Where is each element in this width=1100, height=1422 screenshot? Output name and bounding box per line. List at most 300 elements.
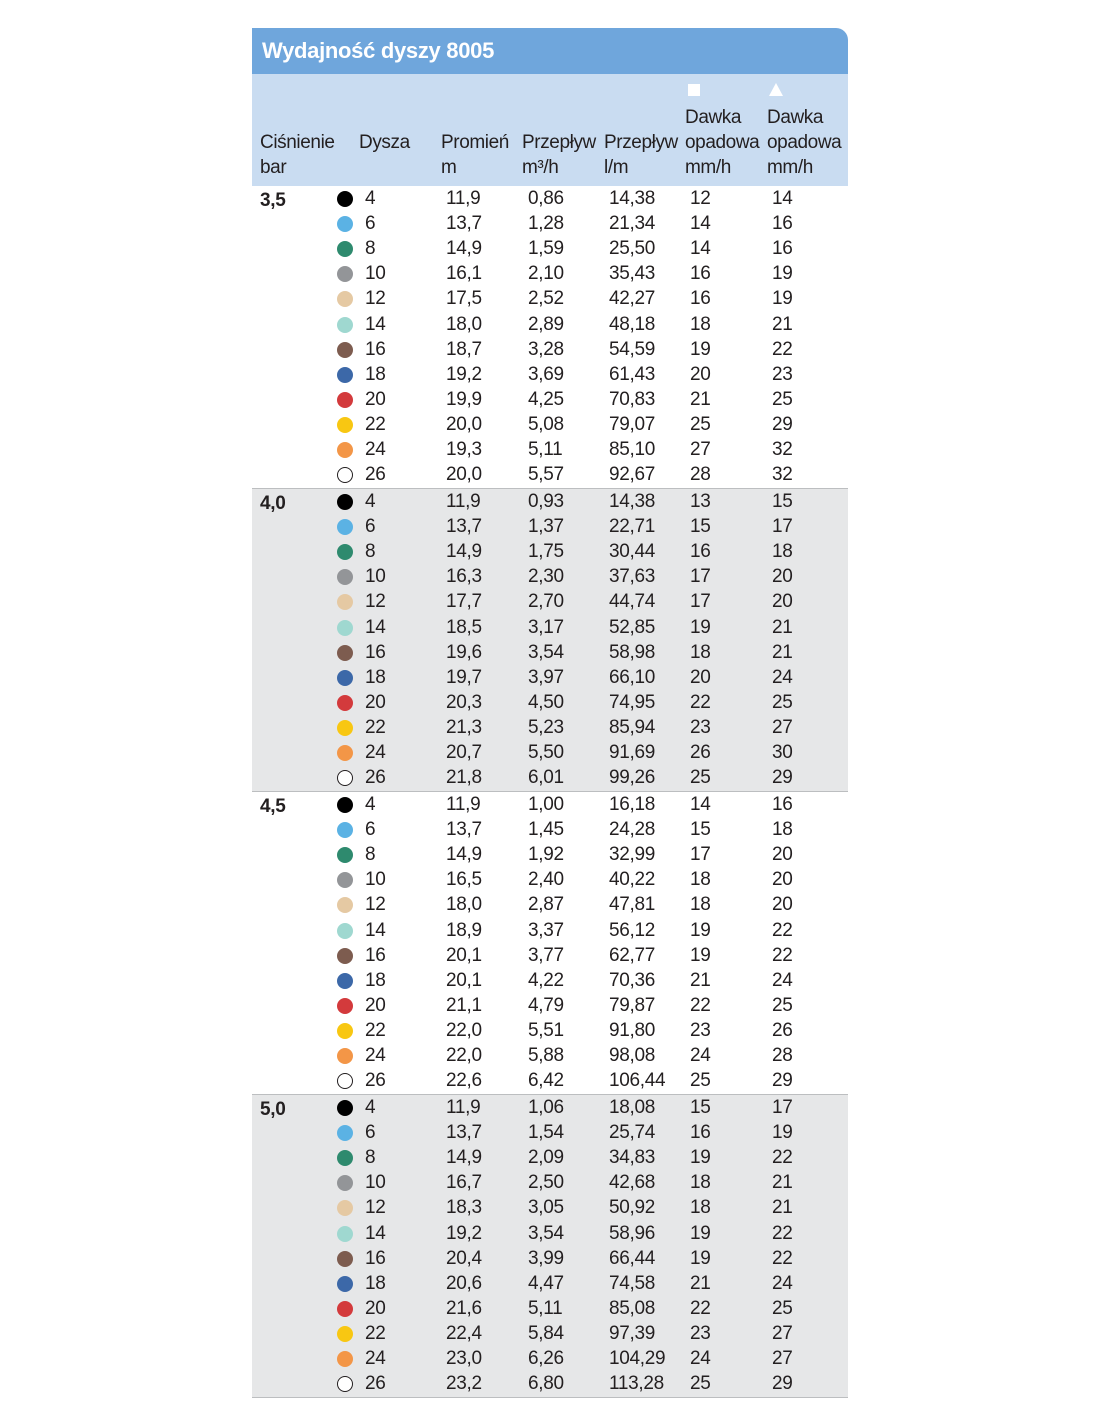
nozzle-size: 12 — [365, 1197, 386, 1219]
flow-lm: 34,83 — [609, 1147, 656, 1169]
nozzle-color-dot-icon — [337, 1301, 353, 1317]
table-row — [252, 1346, 848, 1371]
radius: 19,6 — [446, 641, 482, 663]
pressure-value: 4,5 — [260, 796, 286, 817]
rate-triangle: 20 — [772, 894, 793, 916]
table-row — [252, 437, 848, 462]
table-row — [252, 564, 848, 589]
nozzle-color-dot-icon — [337, 1351, 353, 1367]
nozzle-color-dot-icon — [337, 291, 353, 307]
rate-triangle: 17 — [772, 1097, 793, 1118]
table-row — [252, 765, 848, 790]
rate-triangle: 21 — [772, 313, 793, 335]
flow-lm: 91,80 — [609, 1019, 656, 1041]
rate-triangle: 22 — [772, 338, 793, 360]
flow-lm: 79,07 — [609, 413, 656, 435]
rate-square: 19 — [690, 944, 711, 966]
rate-square: 18 — [690, 313, 711, 335]
nozzle-size: 26 — [365, 1373, 386, 1395]
rate-square: 22 — [690, 1297, 711, 1319]
flow-m3h: 4,79 — [528, 994, 564, 1016]
flow-lm: 62,77 — [609, 944, 656, 966]
rate-square: 20 — [690, 666, 711, 688]
nozzle-color-dot-icon — [337, 1023, 353, 1039]
rate-square: 24 — [690, 1045, 711, 1066]
nozzle-size: 4 — [365, 1097, 376, 1118]
nozzle-size: 14 — [365, 1222, 386, 1244]
flow-lm: 58,96 — [609, 1222, 656, 1244]
table-row — [252, 690, 848, 715]
flow-m3h: 5,50 — [528, 742, 564, 763]
radius: 11,9 — [446, 491, 481, 512]
pressure-group — [252, 488, 848, 791]
rate-triangle: 29 — [772, 413, 793, 435]
table-row — [252, 261, 848, 286]
radius: 18,9 — [446, 919, 482, 941]
rate-triangle: 22 — [772, 1247, 793, 1269]
nozzle-color-dot-icon — [337, 797, 353, 813]
nozzle-color-dot-icon — [337, 822, 353, 838]
nozzle-size: 20 — [365, 388, 386, 410]
nozzle-size: 22 — [365, 1019, 386, 1041]
nozzle-color-dot-icon — [337, 544, 353, 560]
nozzle-size: 22 — [365, 413, 386, 435]
radius: 19,2 — [446, 1222, 482, 1244]
nozzle-color-dot-icon — [337, 191, 353, 207]
flow-m3h: 6,42 — [528, 1070, 564, 1092]
pressure-value: 5,0 — [260, 1099, 286, 1120]
flow-m3h: 2,50 — [528, 1172, 564, 1194]
flow-lm: 22,71 — [609, 516, 656, 538]
nozzle-size: 10 — [365, 1172, 386, 1194]
flow-lm: 113,28 — [609, 1373, 664, 1395]
nozzle-size: 8 — [365, 238, 376, 260]
rate-triangle: 22 — [772, 944, 793, 966]
flow-m3h: 1,28 — [528, 213, 564, 235]
table-row — [252, 539, 848, 564]
radius: 18,5 — [446, 616, 482, 638]
table-row — [252, 842, 848, 867]
rate-triangle: 25 — [772, 388, 793, 410]
flow-lm: 14,38 — [609, 188, 656, 209]
nozzle-size: 14 — [365, 313, 386, 335]
nozzle-size: 14 — [365, 616, 386, 638]
rate-square: 18 — [690, 869, 711, 891]
flow-m3h: 2,10 — [528, 263, 564, 285]
flow-m3h: 5,11 — [528, 1297, 563, 1319]
nozzle-size: 26 — [365, 767, 386, 789]
nozzle-color-dot-icon — [337, 594, 353, 610]
flow-lm: 42,27 — [609, 288, 656, 310]
nozzle-size: 4 — [365, 491, 376, 512]
rate-square: 16 — [690, 1122, 711, 1144]
rate-square: 25 — [690, 1070, 711, 1092]
rate-square: 19 — [690, 616, 711, 638]
flow-lm: 47,81 — [609, 894, 656, 916]
nozzle-size: 16 — [365, 944, 386, 966]
flow-m3h: 5,88 — [528, 1045, 564, 1066]
rate-triangle: 21 — [772, 641, 793, 663]
rate-triangle: 21 — [772, 1197, 793, 1219]
flow-m3h: 5,23 — [528, 716, 564, 738]
radius: 21,1 — [446, 994, 482, 1016]
nozzle-color-dot-icon — [337, 1200, 353, 1216]
nozzle-size: 16 — [365, 338, 386, 360]
flow-lm: 44,74 — [609, 591, 656, 613]
flow-lm: 24,28 — [609, 819, 656, 841]
nozzle-size: 26 — [365, 1070, 386, 1092]
flow-lm: 18,08 — [609, 1097, 656, 1118]
rate-triangle: 20 — [772, 844, 793, 866]
nozzle-color-dot-icon — [337, 216, 353, 232]
flow-m3h: 2,52 — [528, 288, 564, 310]
nozzle-size: 12 — [365, 591, 386, 613]
header-przeplyw-m3h: Przepływ m³/h — [522, 132, 596, 178]
flow-lm: 66,10 — [609, 666, 656, 688]
nozzle-size: 20 — [365, 994, 386, 1016]
rate-triangle: 29 — [772, 1373, 793, 1395]
radius: 23,0 — [446, 1348, 482, 1369]
table-title-bar — [252, 28, 848, 74]
radius: 20,6 — [446, 1272, 482, 1294]
radius: 18,0 — [446, 313, 482, 335]
radius: 11,9 — [446, 794, 481, 815]
nozzle-color-dot-icon — [337, 569, 353, 585]
rate-triangle: 28 — [772, 1045, 793, 1066]
flow-m3h: 2,30 — [528, 566, 564, 588]
rate-triangle: 18 — [772, 541, 793, 563]
nozzle-size: 20 — [365, 1297, 386, 1319]
rate-triangle: 27 — [772, 1348, 793, 1369]
rate-triangle: 30 — [772, 742, 793, 763]
table-row — [252, 817, 848, 842]
nozzle-size: 20 — [365, 691, 386, 713]
flow-lm: 98,08 — [609, 1045, 656, 1066]
pressure-group — [252, 1094, 848, 1398]
table-row — [252, 892, 848, 917]
rate-square: 19 — [690, 1147, 711, 1169]
rate-square: 19 — [690, 919, 711, 941]
nozzle-color-dot-icon — [337, 1251, 353, 1267]
radius: 14,9 — [446, 238, 482, 260]
flow-lm: 54,59 — [609, 338, 656, 360]
header-przeplyw-lm: Przepływ l/m — [604, 132, 678, 178]
flow-lm: 25,50 — [609, 238, 656, 260]
flow-m3h: 6,26 — [528, 1348, 564, 1369]
nozzle-size: 18 — [365, 1272, 386, 1294]
flow-m3h: 3,05 — [528, 1197, 564, 1219]
nozzle-color-dot-icon — [337, 519, 353, 535]
table-row — [252, 589, 848, 614]
flow-lm: 14,38 — [609, 491, 656, 512]
rate-triangle: 15 — [772, 491, 793, 512]
header-dawka-triangle: Dawka opadowa mm/h — [767, 80, 841, 180]
flow-lm: 42,68 — [609, 1172, 656, 1194]
flow-lm: 70,36 — [609, 969, 656, 991]
flow-m3h: 2,70 — [528, 591, 564, 613]
nozzle-size: 10 — [365, 869, 386, 891]
nozzle-color-dot-icon — [337, 1226, 353, 1242]
table-row — [252, 462, 848, 487]
flow-lm: 21,34 — [609, 213, 656, 235]
flow-lm: 104,29 — [609, 1348, 666, 1369]
rate-square: 27 — [690, 439, 711, 460]
rate-square: 21 — [690, 1272, 711, 1294]
table-row — [252, 968, 848, 993]
radius: 21,3 — [446, 716, 482, 738]
rate-square: 20 — [690, 363, 711, 385]
nozzle-color-dot-icon — [337, 1376, 353, 1392]
rate-triangle: 19 — [772, 1122, 793, 1144]
header-dawka-square: Dawka opadowa mm/h — [685, 80, 759, 180]
rate-square: 18 — [690, 1172, 711, 1194]
rate-square: 12 — [690, 188, 711, 209]
radius: 18,7 — [446, 338, 482, 360]
radius: 18,3 — [446, 1197, 482, 1219]
table-row — [252, 489, 848, 514]
flow-lm: 35,43 — [609, 263, 656, 285]
nozzle-color-dot-icon — [337, 847, 353, 863]
pressure-group — [252, 791, 848, 1094]
flow-m3h: 5,11 — [528, 439, 563, 460]
radius: 19,3 — [446, 439, 482, 460]
radius: 20,3 — [446, 691, 482, 713]
rate-triangle: 29 — [772, 1070, 793, 1092]
nozzle-size: 8 — [365, 844, 376, 866]
nozzle-color-dot-icon — [337, 948, 353, 964]
rate-triangle: 20 — [772, 869, 793, 891]
flow-lm: 32,99 — [609, 844, 656, 866]
flow-lm: 74,95 — [609, 691, 656, 713]
flow-m3h: 3,99 — [528, 1247, 564, 1269]
nozzle-size: 24 — [365, 1348, 386, 1369]
rate-triangle: 20 — [772, 591, 793, 613]
nozzle-color-dot-icon — [337, 1175, 353, 1191]
flow-m3h: 3,37 — [528, 919, 564, 941]
nozzle-color-dot-icon — [337, 872, 353, 888]
rate-triangle: 24 — [772, 1272, 793, 1294]
flow-m3h: 6,01 — [528, 767, 564, 789]
nozzle-color-dot-icon — [337, 417, 353, 433]
flow-lm: 79,87 — [609, 994, 656, 1016]
rate-triangle: 16 — [772, 213, 793, 235]
table-row — [252, 1195, 848, 1220]
radius: 13,7 — [446, 819, 482, 841]
table-row — [252, 186, 848, 211]
flow-m3h: 1,59 — [528, 238, 564, 260]
nozzle-size: 18 — [365, 363, 386, 385]
radius: 20,7 — [446, 742, 482, 763]
rate-square: 16 — [690, 288, 711, 310]
radius: 11,9 — [446, 188, 481, 209]
table-row — [252, 615, 848, 640]
table-row — [252, 993, 848, 1018]
radius: 17,7 — [446, 591, 482, 613]
radius: 16,1 — [446, 263, 482, 285]
radius: 16,3 — [446, 566, 482, 588]
rate-square: 18 — [690, 1197, 711, 1219]
flow-m3h: 3,54 — [528, 1222, 564, 1244]
rate-square: 16 — [690, 541, 711, 563]
nozzle-size: 12 — [365, 894, 386, 916]
table-row — [252, 236, 848, 261]
table-row — [252, 1371, 848, 1396]
table-body — [252, 186, 848, 1398]
radius: 14,9 — [446, 1147, 482, 1169]
nozzle-size: 10 — [365, 566, 386, 588]
radius: 20,1 — [446, 969, 482, 991]
nozzle-color-dot-icon — [337, 695, 353, 711]
flow-m3h: 3,17 — [528, 616, 564, 638]
radius: 14,9 — [446, 844, 482, 866]
flow-lm: 92,67 — [609, 464, 656, 486]
nozzle-color-dot-icon — [337, 1125, 353, 1141]
nozzle-color-dot-icon — [337, 770, 353, 786]
rate-square: 21 — [690, 388, 711, 410]
flow-m3h: 3,97 — [528, 666, 564, 688]
table-title: Wydajność dyszy 8005 — [262, 38, 495, 63]
nozzle-size: 16 — [365, 641, 386, 663]
flow-m3h: 2,40 — [528, 869, 564, 891]
rate-square: 22 — [690, 691, 711, 713]
radius: 22,4 — [446, 1322, 482, 1344]
flow-m3h: 3,77 — [528, 944, 564, 966]
nozzle-color-dot-icon — [337, 367, 353, 383]
pressure-value: 3,5 — [260, 190, 286, 211]
flow-m3h: 4,25 — [528, 388, 564, 410]
rate-triangle: 21 — [772, 616, 793, 638]
radius: 13,7 — [446, 213, 482, 235]
header-cisnienie: Ciśnienie bar — [260, 132, 335, 178]
nozzle-color-dot-icon — [337, 266, 353, 282]
radius: 17,5 — [446, 288, 482, 310]
radius: 23,2 — [446, 1373, 482, 1395]
nozzle-color-dot-icon — [337, 1100, 353, 1116]
flow-lm: 85,08 — [609, 1297, 656, 1319]
pressure-value: 4,0 — [260, 493, 286, 514]
nozzle-color-dot-icon — [337, 745, 353, 761]
nozzle-size: 24 — [365, 742, 386, 763]
nozzle-size: 8 — [365, 541, 376, 563]
rate-square: 14 — [690, 238, 711, 260]
table-row — [252, 740, 848, 765]
radius: 20,4 — [446, 1247, 482, 1269]
rate-square: 23 — [690, 716, 711, 738]
header-promien: Promień m — [441, 132, 509, 178]
nozzle-size: 6 — [365, 516, 376, 538]
nozzle-color-dot-icon — [337, 973, 353, 989]
rate-triangle: 23 — [772, 363, 793, 385]
table-row — [252, 1145, 848, 1170]
rate-square: 19 — [690, 1222, 711, 1244]
table-row — [252, 640, 848, 665]
rate-square: 19 — [690, 338, 711, 360]
nozzle-color-dot-icon — [337, 998, 353, 1014]
nozzle-size: 6 — [365, 819, 376, 841]
nozzle-color-dot-icon — [337, 670, 353, 686]
flow-lm: 50,92 — [609, 1197, 656, 1219]
table-row — [252, 1068, 848, 1093]
radius: 19,2 — [446, 363, 482, 385]
table-row — [252, 387, 848, 412]
flow-m3h: 1,06 — [528, 1097, 564, 1118]
flow-m3h: 1,75 — [528, 541, 564, 563]
table-row — [252, 312, 848, 337]
rate-triangle: 16 — [772, 238, 793, 260]
radius: 20,0 — [446, 413, 482, 435]
radius: 11,9 — [446, 1097, 481, 1118]
radius: 16,7 — [446, 1172, 482, 1194]
rate-triangle: 16 — [772, 794, 793, 815]
rate-square: 28 — [690, 464, 711, 486]
flow-m3h: 1,37 — [528, 516, 564, 538]
flow-lm: 52,85 — [609, 616, 656, 638]
flow-lm: 66,44 — [609, 1247, 656, 1269]
flow-m3h: 5,08 — [528, 413, 564, 435]
flow-m3h: 2,87 — [528, 894, 564, 916]
table-row — [252, 943, 848, 968]
nozzle-size: 10 — [365, 263, 386, 285]
rate-triangle: 20 — [772, 566, 793, 588]
rate-square: 25 — [690, 1373, 711, 1395]
rate-square: 25 — [690, 767, 711, 789]
radius: 22,0 — [446, 1045, 482, 1066]
square-icon — [688, 84, 700, 96]
flow-lm: 99,26 — [609, 767, 656, 789]
rate-square: 25 — [690, 413, 711, 435]
flow-m3h: 4,50 — [528, 691, 564, 713]
flow-lm: 106,44 — [609, 1070, 666, 1092]
table-row — [252, 337, 848, 362]
flow-m3h: 5,51 — [528, 1019, 564, 1041]
radius: 16,5 — [446, 869, 482, 891]
nozzle-size: 22 — [365, 1322, 386, 1344]
flow-m3h: 2,89 — [528, 313, 564, 335]
triangle-icon — [769, 83, 783, 96]
rate-triangle: 27 — [772, 716, 793, 738]
flow-lm: 85,94 — [609, 716, 656, 738]
flow-lm: 74,58 — [609, 1272, 656, 1294]
radius: 21,6 — [446, 1297, 482, 1319]
table-row — [252, 918, 848, 943]
rate-triangle: 29 — [772, 767, 793, 789]
rate-square: 26 — [690, 742, 711, 763]
rate-square: 17 — [690, 566, 711, 588]
table-row — [252, 1321, 848, 1346]
flow-m3h: 0,86 — [528, 188, 564, 209]
nozzle-size: 14 — [365, 919, 386, 941]
table-row — [252, 286, 848, 311]
radius: 13,7 — [446, 1122, 482, 1144]
nozzle-color-dot-icon — [337, 1276, 353, 1292]
radius: 18,0 — [446, 894, 482, 916]
rate-square: 13 — [690, 491, 711, 512]
flow-m3h: 2,09 — [528, 1147, 564, 1169]
rate-triangle: 32 — [772, 439, 793, 460]
table-row — [252, 665, 848, 690]
table-row — [252, 514, 848, 539]
rate-triangle: 19 — [772, 263, 793, 285]
radius: 14,9 — [446, 541, 482, 563]
rate-square: 15 — [690, 516, 711, 538]
nozzle-size: 24 — [365, 1045, 386, 1066]
rate-square: 14 — [690, 213, 711, 235]
table-row — [252, 412, 848, 437]
rate-triangle: 25 — [772, 994, 793, 1016]
table-row — [252, 1271, 848, 1296]
flow-m3h: 4,22 — [528, 969, 564, 991]
nozzle-color-dot-icon — [337, 1326, 353, 1342]
